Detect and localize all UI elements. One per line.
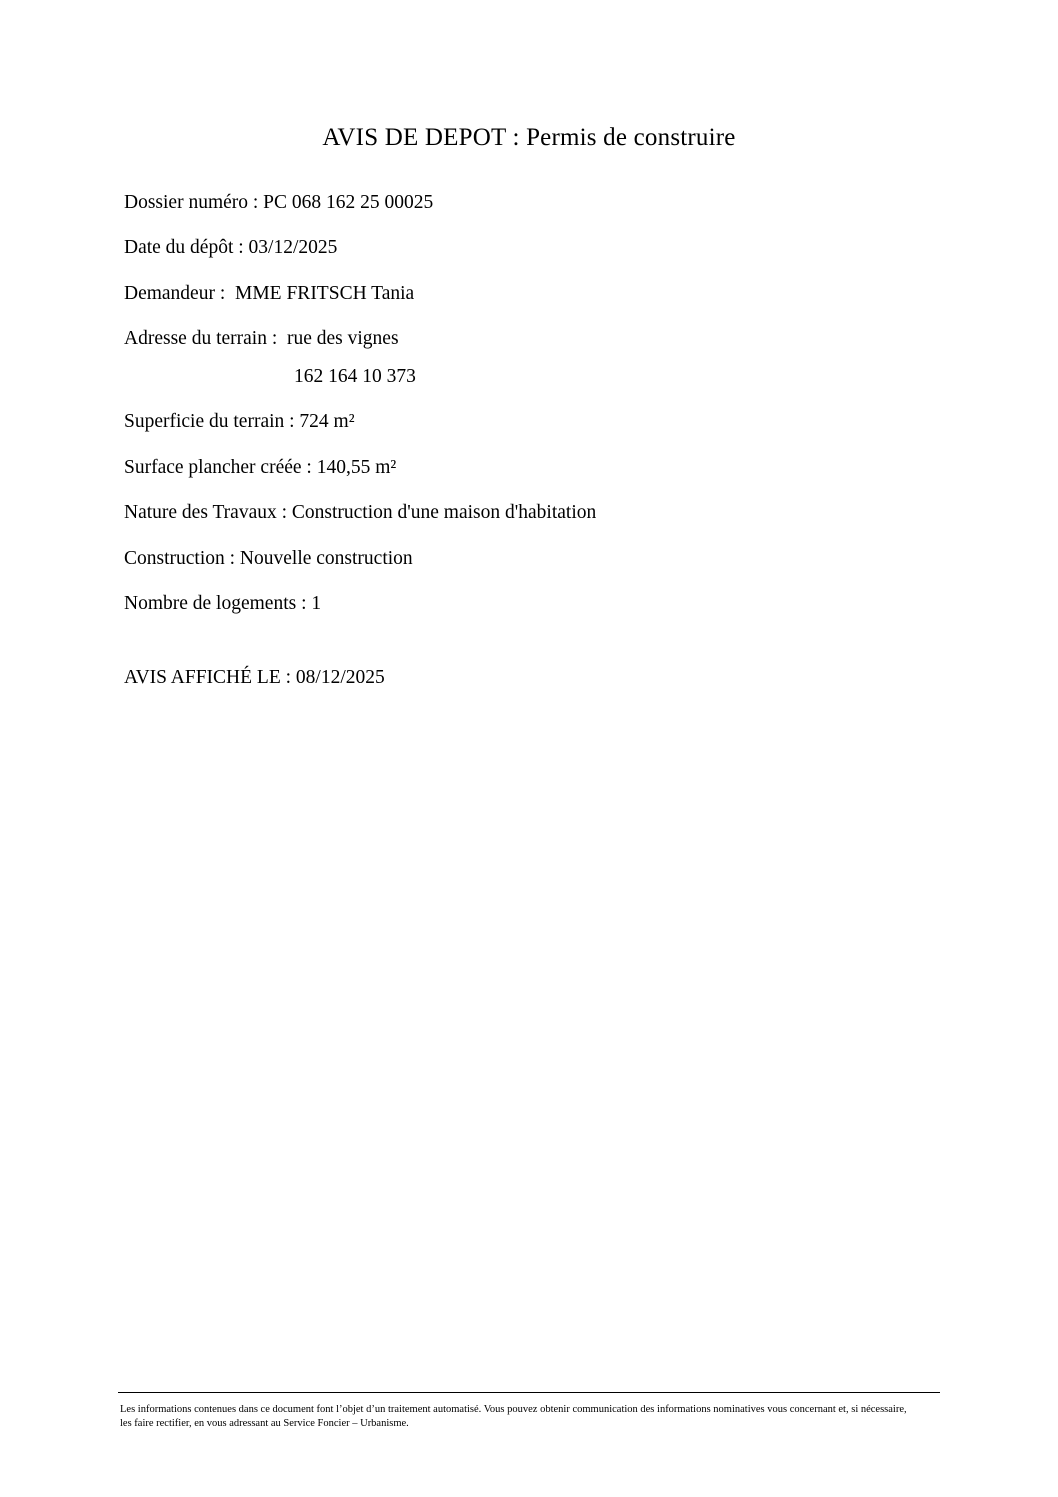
- field-surface-plancher-creee: Surface plancher créée : 140,55 m²: [124, 456, 397, 478]
- footer-note-line-1: Les informations contenues dans ce document font l’objet d’un traitement automatisé. Vous pouvez obtenir communication des informations nominatives vous concernant et, si nécessaire,: [120, 1404, 907, 1415]
- field-adresse-terrain-parcelles: 162 164 10 373: [294, 365, 416, 387]
- field-construction: Construction : Nouvelle construction: [124, 547, 413, 569]
- section-spacer: [124, 640, 944, 668]
- footer-note-line-2: les faire rectifier, en vous adressant au Service Foncier – Urbanisme.: [120, 1418, 409, 1430]
- field-dossier-numero: Dossier numéro : PC 068 162 25 00025: [124, 192, 434, 213]
- field-nature-travaux: Nature des Travaux : Construction d'une maison d'habitation: [124, 502, 597, 524]
- footer-divider: [118, 1392, 940, 1393]
- page-title: AVIS DE DEPOT : Permis de construire: [322, 124, 736, 151]
- field-nombre-logements: Nombre de logements : 1: [124, 593, 322, 615]
- footer-note: [120, 1403, 950, 1431]
- avis-affiche-le: AVIS AFFICHÉ LE : 08/12/2025: [124, 666, 385, 688]
- field-date-depot: Date du dépôt : 03/12/2025: [124, 237, 338, 259]
- field-superficie-terrain: Superficie du terrain : 724 m²: [124, 411, 355, 433]
- field-adresse-terrain: Adresse du terrain : rue des vignes: [124, 328, 399, 350]
- field-demandeur: Demandeur : MME FRITSCH Tania: [124, 282, 415, 304]
- document-body: [124, 193, 944, 688]
